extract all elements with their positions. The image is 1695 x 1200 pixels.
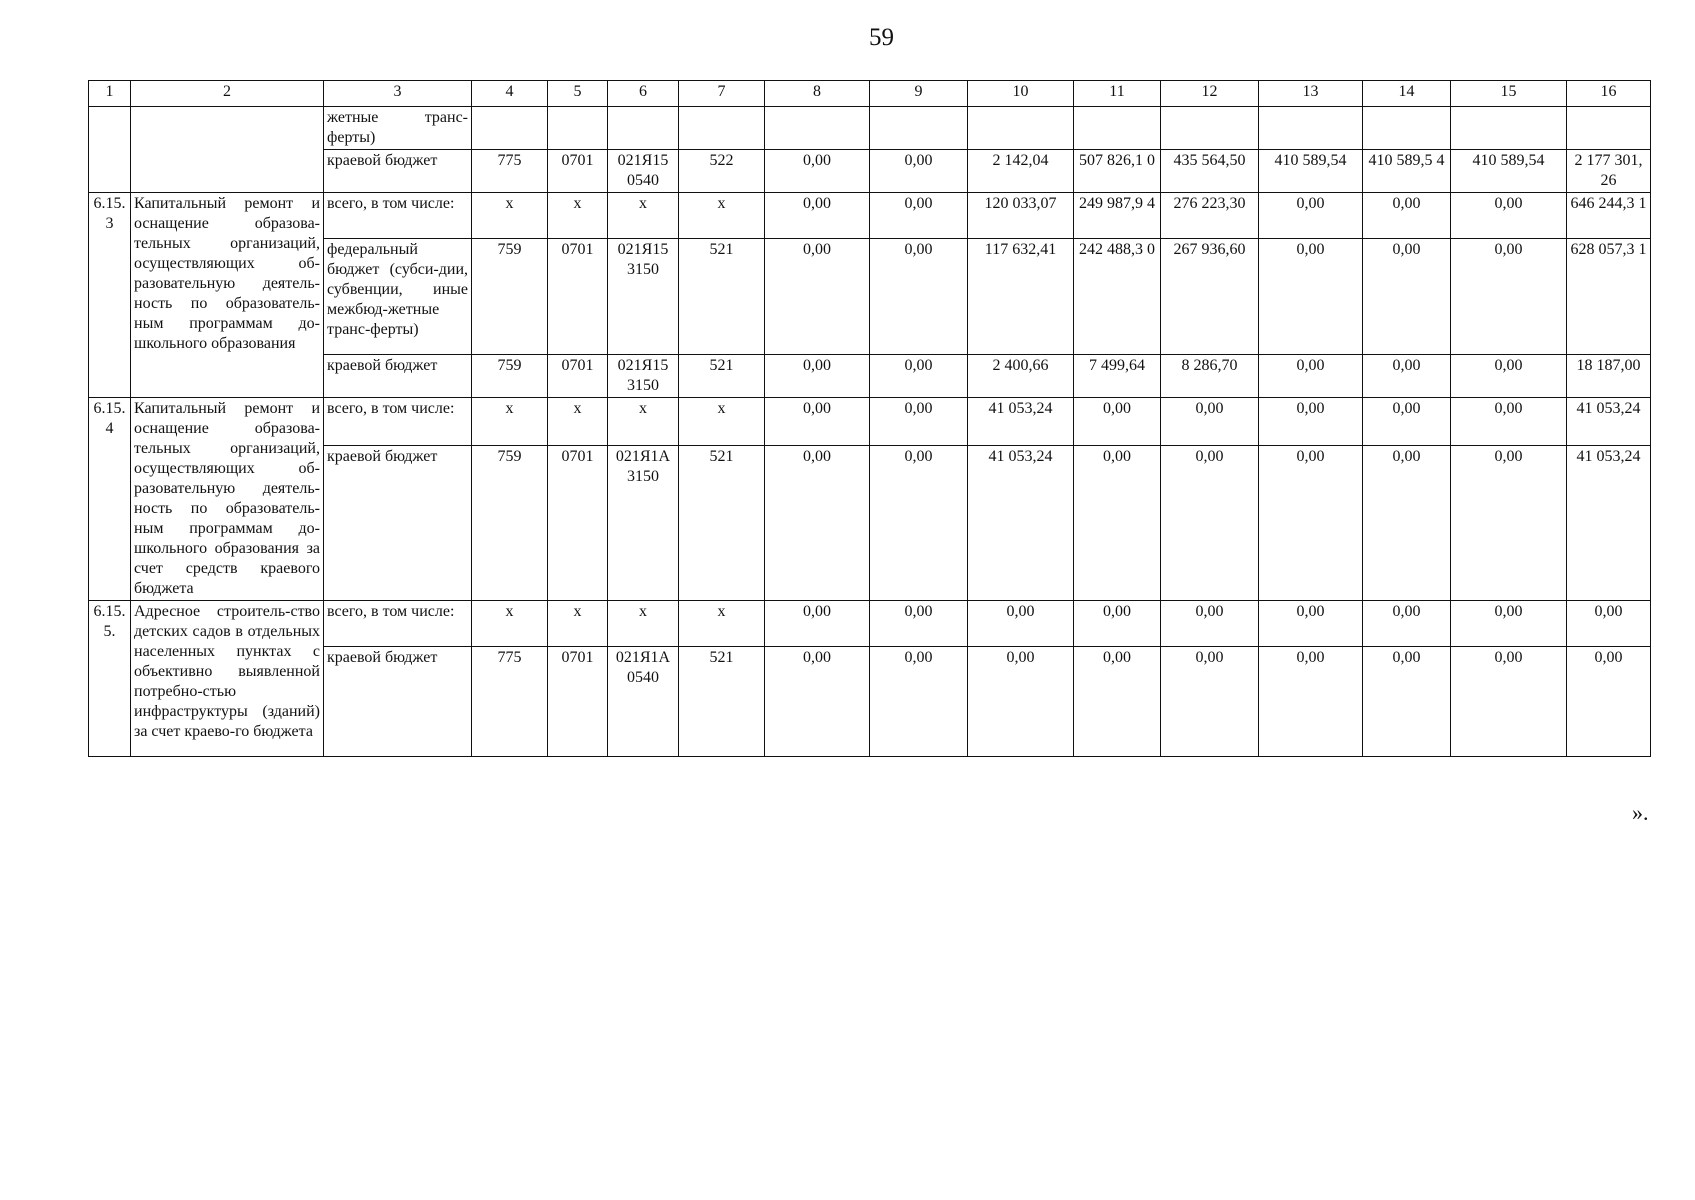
cell-c10: 2 142,04 [968, 150, 1074, 193]
page-number: 59 [869, 24, 894, 51]
table-row [89, 239, 1651, 355]
cell-c9: 0,00 [870, 647, 968, 757]
cell-num: 6.15. 4 [89, 398, 131, 601]
cell-c10: 120 033,07 [968, 193, 1074, 239]
cell-c8: 0,00 [765, 193, 870, 239]
cell-c4: 775 [472, 150, 548, 193]
cell-c11: 7 499,64 [1074, 355, 1161, 398]
cell-c9: 0,00 [870, 239, 968, 355]
cell-c16: 41 053,24 [1567, 446, 1651, 601]
cell-c16: 41 053,24 [1567, 398, 1651, 446]
cell-c5: x [548, 601, 608, 647]
cell-c8: 0,00 [765, 355, 870, 398]
header-cell-14: 14 [1363, 81, 1451, 107]
header-cell-16: 16 [1567, 81, 1651, 107]
cell-c14: 0,00 [1363, 601, 1451, 647]
table-row [89, 150, 1651, 193]
cell-c8: 0,00 [765, 150, 870, 193]
cell-c13: 410 589,54 [1259, 150, 1363, 193]
cell-c7: x [679, 193, 765, 239]
cell-c15: 0,00 [1451, 193, 1567, 239]
header-cell-2: 2 [131, 81, 324, 107]
cell-c7: 521 [679, 446, 765, 601]
cell-name [131, 107, 324, 193]
cell-c5: 0701 [548, 446, 608, 601]
cell-c16: 646 244,3 1 [1567, 193, 1651, 239]
cell-c15: 0,00 [1451, 647, 1567, 757]
cell-c10: 117 632,41 [968, 239, 1074, 355]
cell-c8: 0,00 [765, 239, 870, 355]
cell-c12: 276 223,30 [1161, 193, 1259, 239]
cell-c11: 0,00 [1074, 446, 1161, 601]
cell-c5: x [548, 398, 608, 446]
header-cell-6: 6 [608, 81, 679, 107]
cell-source: федеральный бюджет (субси-дии, субвенции, иные межбюд-жетные транс-ферты) [324, 239, 472, 355]
cell-c13: 0,00 [1259, 193, 1363, 239]
budget-table [88, 80, 1651, 757]
cell-c12: 8 286,70 [1161, 355, 1259, 398]
cell-num [89, 107, 131, 193]
cell-c4: x [472, 193, 548, 239]
header-cell-9: 9 [870, 81, 968, 107]
cell-c9: 0,00 [870, 355, 968, 398]
table-row [89, 355, 1651, 398]
cell-c5: 0701 [548, 239, 608, 355]
cell-c9: 0,00 [870, 150, 968, 193]
cell-c9: 0,00 [870, 398, 968, 446]
cell-c7: 522 [679, 150, 765, 193]
cell-c15: 0,00 [1451, 398, 1567, 446]
cell-c16: 0,00 [1567, 601, 1651, 647]
cell-c14: 0,00 [1363, 446, 1451, 601]
cell-c8: 0,00 [765, 398, 870, 446]
cell-c10: 0,00 [968, 647, 1074, 757]
header-cell-7: 7 [679, 81, 765, 107]
cell-c11: 507 826,1 0 [1074, 150, 1161, 193]
cell-c15: 0,00 [1451, 355, 1567, 398]
cell-c5: x [548, 193, 608, 239]
cell-source: краевой бюджет [324, 446, 472, 601]
header-cell-4: 4 [472, 81, 548, 107]
cell-source: краевой бюджет [324, 150, 472, 193]
cell-source: краевой бюджет [324, 647, 472, 757]
header-cell-11: 11 [1074, 81, 1161, 107]
cell-c7: 521 [679, 647, 765, 757]
header-cell-15: 15 [1451, 81, 1567, 107]
cell-name: Капитальный ремонт и оснащение образова-тельных организаций, осуществляющих об-разовательную деятель-ность по образователь-ным программам до-школьного образования [131, 193, 324, 398]
cell-c15: 0,00 [1451, 601, 1567, 647]
cell-c13: 0,00 [1259, 601, 1363, 647]
table-row [89, 601, 1651, 647]
header-cell-3: 3 [324, 81, 472, 107]
header-cell-10: 10 [968, 81, 1074, 107]
cell-source: краевой бюджет [324, 355, 472, 398]
cell-c15: 410 589,54 [1451, 150, 1567, 193]
cell-c10: 41 053,24 [968, 398, 1074, 446]
cell-source: всего, в том числе: [324, 193, 472, 239]
cell-c13: 0,00 [1259, 398, 1363, 446]
cell-c13: 0,00 [1259, 355, 1363, 398]
cell-c6: x [608, 601, 679, 647]
cell-c14: 0,00 [1363, 647, 1451, 757]
cell-num: 6.15. 3 [89, 193, 131, 398]
header-cell-1: 1 [89, 81, 131, 107]
cell-c15: 0,00 [1451, 446, 1567, 601]
cell-c7: 521 [679, 239, 765, 355]
cell-c8: 0,00 [765, 446, 870, 601]
cell-c13: 0,00 [1259, 239, 1363, 355]
cell-c10: 0,00 [968, 601, 1074, 647]
cell-c16: 18 187,00 [1567, 355, 1651, 398]
cell-c4: 759 [472, 446, 548, 601]
cell-c6: 021Я1А 3150 [608, 446, 679, 601]
cell-c7: 521 [679, 355, 765, 398]
header-cell-8: 8 [765, 81, 870, 107]
cell-c16: 628 057,3 1 [1567, 239, 1651, 355]
cell-c9: 0,00 [870, 193, 968, 239]
table-row [89, 193, 1651, 239]
cell-c6: 021Я1А 0540 [608, 647, 679, 757]
closing-quote: ». [1632, 800, 1649, 825]
header-row [89, 81, 1651, 107]
header-cell-13: 13 [1259, 81, 1363, 107]
table-row [89, 107, 1651, 150]
cell-c6: 021Я15 3150 [608, 239, 679, 355]
cell-c11: 0,00 [1074, 601, 1161, 647]
cell-c6: 021Я15 3150 [608, 355, 679, 398]
cell-c8: 0,00 [765, 601, 870, 647]
cell-c4: 759 [472, 355, 548, 398]
cell-c5: 0701 [548, 647, 608, 757]
cell-c8: 0,00 [765, 647, 870, 757]
cell-c9: 0,00 [870, 601, 968, 647]
cell-c12: 267 936,60 [1161, 239, 1259, 355]
cell-source: всего, в том числе: [324, 601, 472, 647]
cell-c4: 775 [472, 647, 548, 757]
cell-name: Капитальный ремонт и оснащение образова-тельных организаций, осуществляющих об-разовательную деятель-ность по образователь-ным программам до-школьного образования за счет средств краевого бюджета [131, 398, 324, 601]
cell-name: Адресное строитель-ство детских садов в отдельных населенных пунктах с объективно выявленной потребно-стью инфраструктуры (зданий) за счет краево-го бюджета [131, 601, 324, 757]
cell-source: жетные транс-ферты) [324, 107, 472, 150]
cell-c11: 242 488,3 0 [1074, 239, 1161, 355]
cell-c6: x [608, 193, 679, 239]
cell-c14: 0,00 [1363, 239, 1451, 355]
cell-c7: x [679, 601, 765, 647]
table-body [89, 81, 1651, 757]
cell-c4: x [472, 398, 548, 446]
cell-c5: 0701 [548, 150, 608, 193]
cell-c7: x [679, 398, 765, 446]
cell-c12: 0,00 [1161, 647, 1259, 757]
cell-c10: 41 053,24 [968, 446, 1074, 601]
table-row [89, 398, 1651, 446]
cell-c15: 0,00 [1451, 239, 1567, 355]
table-row [89, 446, 1651, 601]
cell-c11: 0,00 [1074, 647, 1161, 757]
cell-c6: 021Я15 0540 [608, 150, 679, 193]
header-cell-12: 12 [1161, 81, 1259, 107]
cell-c12: 435 564,50 [1161, 150, 1259, 193]
cell-c4: x [472, 601, 548, 647]
cell-c11: 249 987,9 4 [1074, 193, 1161, 239]
cell-c5: 0701 [548, 355, 608, 398]
cell-c12: 0,00 [1161, 398, 1259, 446]
cell-c10: 2 400,66 [968, 355, 1074, 398]
cell-c16: 2 177 301, 26 [1567, 150, 1651, 193]
cell-c11: 0,00 [1074, 398, 1161, 446]
cell-c13: 0,00 [1259, 446, 1363, 601]
cell-c12: 0,00 [1161, 601, 1259, 647]
cell-num: 6.15. 5. [89, 601, 131, 757]
cell-c9: 0,00 [870, 446, 968, 601]
cell-c14: 410 589,5 4 [1363, 150, 1451, 193]
cell-source: всего, в том числе: [324, 398, 472, 446]
cell-c14: 0,00 [1363, 193, 1451, 239]
cell-c14: 0,00 [1363, 398, 1451, 446]
cell-c16: 0,00 [1567, 647, 1651, 757]
cell-c4: 759 [472, 239, 548, 355]
cell-c14: 0,00 [1363, 355, 1451, 398]
cell-c12: 0,00 [1161, 446, 1259, 601]
cell-c13: 0,00 [1259, 647, 1363, 757]
header-cell-5: 5 [548, 81, 608, 107]
cell-c6: x [608, 398, 679, 446]
table-row [89, 647, 1651, 757]
